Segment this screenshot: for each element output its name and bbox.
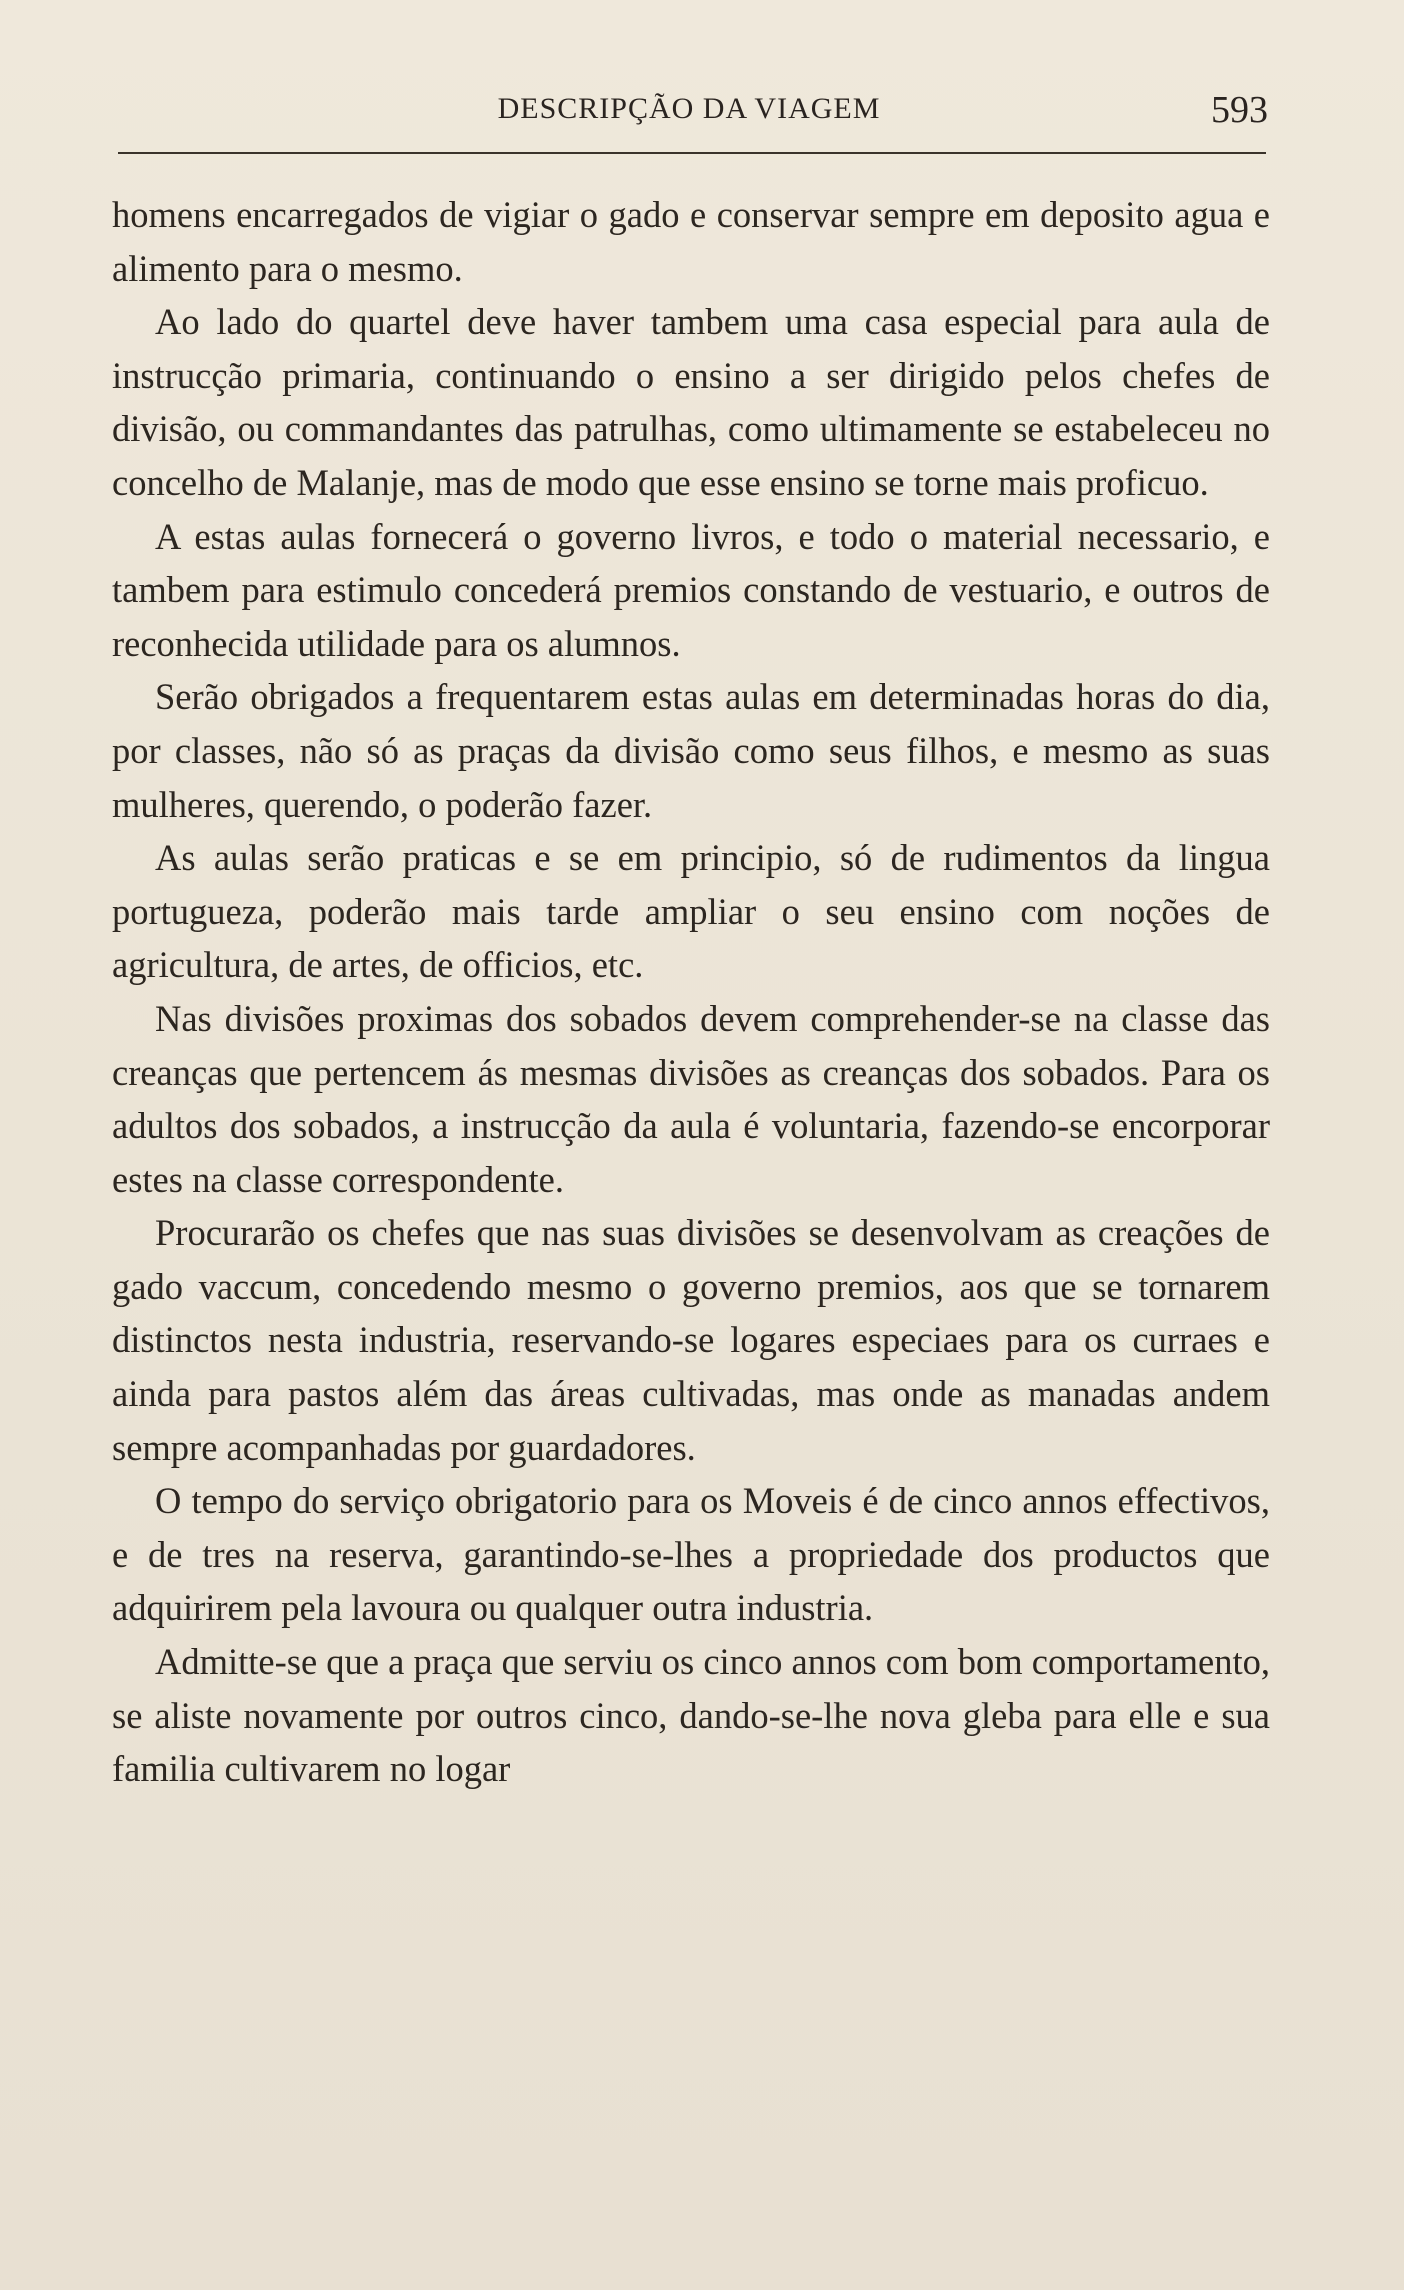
- body-text: [112, 188, 1270, 1796]
- page-number: 593: [1211, 89, 1268, 131]
- paragraph: Serão obrigados a frequentarem estas aulas em determinadas horas do dia, por classes, não só as praças da divisão como seus filhos, e mesmo as suas mulheres, querendo, o poderão fazer.: [112, 676, 1270, 825]
- paragraph: Procurarão os chefes que nas suas divisões se desenvolvam as creações de gado vaccum, concedendo mesmo o governo premios, aos que se tornarem distinctos nesta industria, reservando-se logares especiaes para os curraes e ainda para pastos além das áreas cultivadas, mas onde as manadas andem sempre acompanhadas por guardadores.: [112, 1212, 1270, 1468]
- paragraph: homens encarregados de vigiar o gado e conservar sempre em deposito agua e alimento para o mesmo.: [112, 194, 1270, 289]
- paragraph: Nas divisões proximas dos sobados devem comprehender-se na classe das creanças que pertencem ás mesmas divisões as creanças dos sobados. Para os adultos dos sobados, a instrucção da aula é voluntaria, fazendo-se encorporar estes na classe correspondente.: [112, 997, 1270, 1200]
- paragraph: Ao lado do quartel deve haver tambem uma casa especial para aula de instrucção primaria, continuando o ensino a ser dirigido pelos chefes de divisão, ou commandantes das patrulhas, como ultimamente se estabeleceu no concelho de Malanje, mas de modo que esse ensino se torne mais proficuo.: [112, 301, 1270, 503]
- page-header: [110, 88, 1268, 138]
- paragraph: As aulas serão praticas e se em principio, só de rudimentos da lingua portugueza, poderão mais tarde ampliar o seu ensino com noções de agricultura, de artes, de officios, etc.: [112, 837, 1270, 986]
- running-title: DESCRIPÇÃO DA VIAGEM: [497, 92, 881, 125]
- paragraph: O tempo do serviço obrigatorio para os Moveis é de cinco annos effectivos, e de tres na reserva, garantindo-se-lhes a propriedade dos productos que adquirirem pela lavoura ou qualquer outra industria.: [112, 1480, 1270, 1629]
- paragraph: A estas aulas fornecerá o governo livros, e todo o material necessario, e tambem para estimulo concederá premios constando de vestuario, e outros de reconhecida utilidade para os alumnos.: [112, 515, 1270, 664]
- header-rule: [118, 152, 1266, 154]
- paragraph: Admitte-se que a praça que serviu os cinco annos com bom comportamento, se aliste novamente por outros cinco, dando-se-lhe nova gleba para elle e sua familia cultivarem no logar: [112, 1641, 1270, 1790]
